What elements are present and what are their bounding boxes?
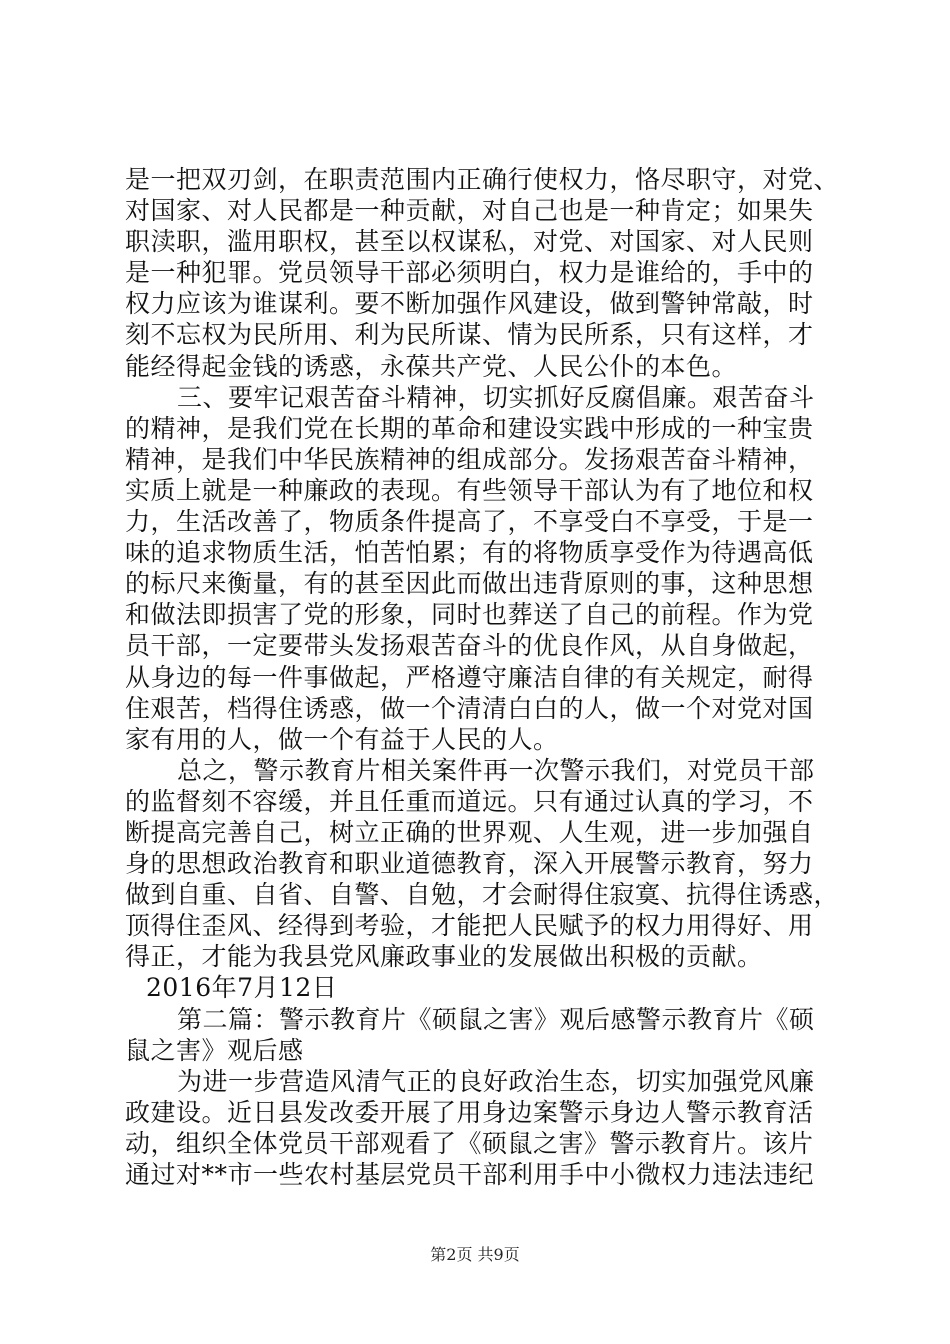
paragraph2-line: 和做法即损害了党的形象，同时也葬送了自己的前程。作为党 (125, 600, 814, 629)
paragraph2-line: 家有用的人，做一个有益于人民的人。 (125, 725, 559, 754)
paragraph2-line: 住艰苦，档得住诱惑，做一个清清白白的人，做一个对党对国 (125, 694, 814, 723)
paragraph3-line: 断提高完善自己，树立正确的世界观、人生观，进一步加强自 (125, 818, 814, 847)
paragraph4-line: 为进一步营造风清气正的良好政治生态，切实加强党风廉 (177, 1067, 815, 1096)
paragraph3-line: 的监督刻不容缓，并且任重而道远。只有通过认真的学习，不 (125, 787, 814, 816)
section-title-line: 第二篇：警示教育片《硕鼠之害》观后感警示教育片《硕 (177, 1005, 815, 1034)
paragraph4-line: 通过对**市一些农村基层党员干部利用手中小微权力违法违纪 (125, 1160, 815, 1189)
paragraph3-line: 总之，警示教育片相关案件再一次警示我们，对党员干部 (177, 756, 815, 785)
paragraph1-line: 对国家、对人民都是一种贡献，对自己也是一种肯定；如果失 (125, 196, 814, 225)
paragraph2-line: 味的追求物质生活，怕苦怕累；有的将物质享受作为待遇高低 (125, 538, 814, 567)
paragraph2-line: 的标尺来衡量，有的甚至因此而做出违背原则的事，这种思想 (125, 569, 814, 598)
section-title-line: 鼠之害》观后感 (125, 1036, 304, 1065)
paragraph4-line: 动，组织全体党员干部观看了《硕鼠之害》警示教育片。该片 (125, 1129, 814, 1158)
paragraph2-line: 的精神，是我们党在长期的革命和建设实践中形成的一种宝贵 (125, 414, 814, 443)
paragraph3-line: 顶得住歪风、经得到考验，才能把人民赋予的权力用得好、用 (125, 911, 814, 940)
paragraph1-line: 是一把双刃剑，在职责范围内正确行使权力，恪尽职守，对党、 (125, 165, 840, 194)
document-date: 2016年7月12日 (146, 973, 338, 1002)
paragraph4-line: 政建设。近日县发改委开展了用身边案警示身边人警示教育活 (125, 1098, 814, 1127)
paragraph1-line: 权力应该为谁谋利。要不断加强作风建设，做到警钟常敲，时 (125, 289, 814, 318)
paragraph2-line: 从身边的每一件事做起，严格遵守廉洁自律的有关规定，耐得 (125, 663, 814, 692)
paragraph1-line: 刻不忘权为民所用、利为民所谋、情为民所系，只有这样，才 (125, 320, 814, 349)
paragraph2-line: 精神，是我们中华民族精神的组成部分。发扬艰苦奋斗精神， (125, 445, 814, 474)
paragraph3-line: 做到自重、自省、自警、自勉，才会耐得住寂寞、抗得住诱惑， (125, 880, 840, 909)
page-number-footer: 第2页 共9页 (430, 1245, 520, 1264)
paragraph2-line: 三、要牢记艰苦奋斗精神，切实抓好反腐倡廉。艰苦奋斗 (177, 383, 815, 412)
paragraph3-line: 得正，才能为我县党风廉政事业的发展做出积极的贡献。 (125, 942, 763, 971)
paragraph2-line: 员干部，一定要带头发扬艰苦奋斗的优良作风，从自身做起， (125, 631, 814, 660)
paragraph1-line: 职渎职，滥用职权，甚至以权谋私，对党、对国家、对人民则 (125, 227, 814, 256)
paragraph1-line: 能经得起金钱的诱惑，永葆共产党、人民公仆的本色。 (125, 352, 738, 381)
paragraph3-line: 身的思想政治教育和职业道德教育，深入开展警示教育，努力 (125, 849, 814, 878)
paragraph2-line: 实质上就是一种廉政的表现。有些领导干部认为有了地位和权 (125, 476, 814, 505)
paragraph2-line: 力，生活改善了，物质条件提高了，不享受白不享受，于是一 (125, 507, 814, 536)
paragraph1-line: 是一种犯罪。党员领导干部必须明白，权力是谁给的，手中的 (125, 258, 814, 287)
